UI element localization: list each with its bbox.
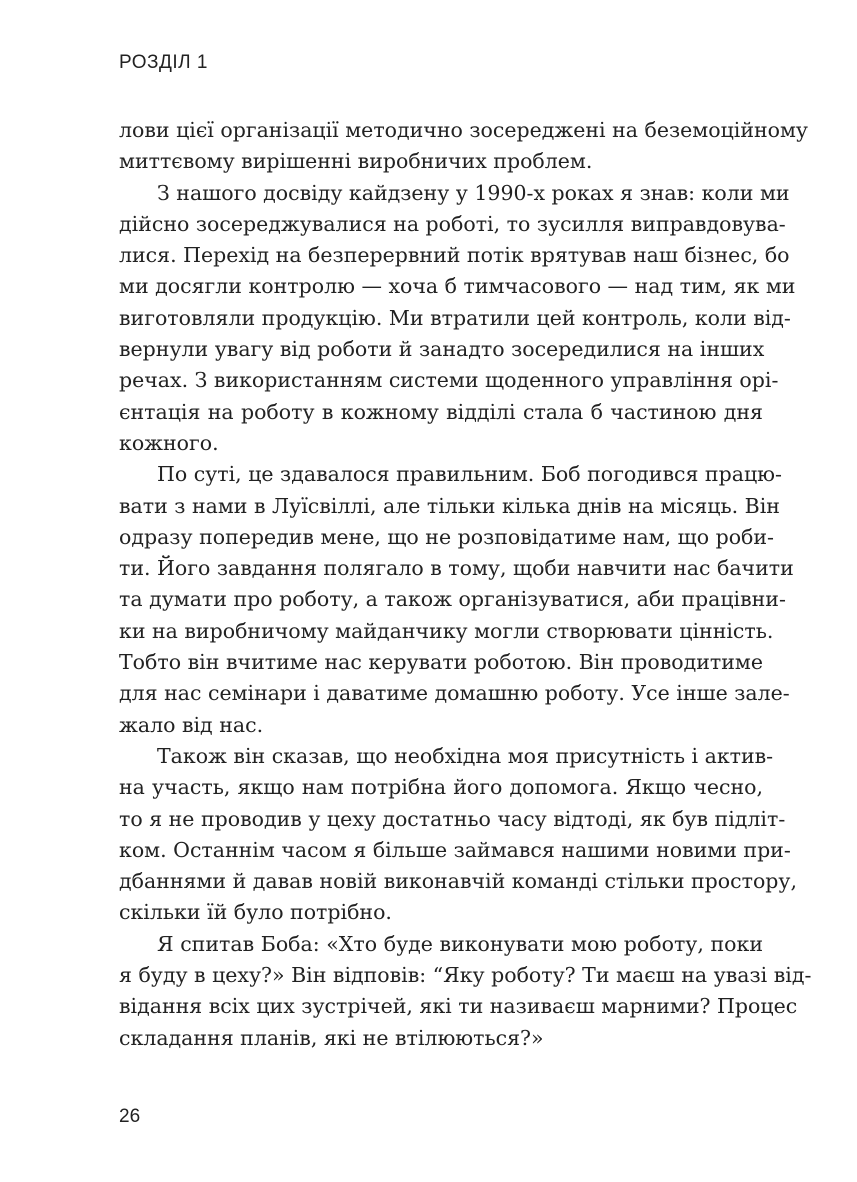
text-line: одразу попередив мене, що не розповідатиме нам, що роби- <box>119 524 774 549</box>
text-line: виготовляли продукцію. Ми втратили цей контроль, коли від- <box>119 305 791 330</box>
text-line: відання всіх цих зустрічей, які ти називаєш марними? Процес <box>119 994 798 1019</box>
text-line: Тобто він вчитиме нас керувати роботою. Він проводитиме <box>119 650 763 675</box>
paragraph <box>119 115 808 178</box>
running-head: РОЗДІЛ 1 <box>119 52 208 73</box>
text-line: миттєвому вирішенні виробничих проблем. <box>119 149 593 174</box>
text-line: та думати про роботу, а також організуватися, аби працівни- <box>119 587 786 612</box>
text-line: кожного. <box>119 430 219 455</box>
text-line: складання планів, які не втілюються?» <box>119 1025 544 1050</box>
text-line: Я спитав Боба: «Хто буде виконувати мою роботу, поки <box>157 931 763 956</box>
text-line: лови цієї організації методично зосереджені на беземоційному <box>119 118 808 142</box>
text-line: ти. Його завдання полягало в тому, щоби навчити нас бачити <box>119 556 794 581</box>
text-line: З нашого досвіду кайдзену у 1990-х роках я знав: коли ми <box>157 180 790 205</box>
text-line: єнтація на роботу в кожному відділі стала б частиною дня <box>119 399 763 424</box>
text-line: ком. Останнім часом я більше займався нашими новими при- <box>119 837 791 862</box>
text-line: то я не проводив у цеху достатньо часу відтоді, як був підліт- <box>119 806 786 831</box>
text-line: ки на виробничому майданчику могли створювати цінність. <box>119 618 774 643</box>
text-line: на участь, якщо нам потрібна його допомога. Якщо чесно, <box>119 775 763 800</box>
text-line: вати з нами в Луїсвіллі, але тільки кілька днів на місяць. Він <box>119 493 780 518</box>
text-line: скільки їй було потрібно. <box>119 900 392 925</box>
text-line: лися. Перехід на безперервний потік врятував наш бізнес, бо <box>119 243 790 268</box>
page-number: 26 <box>119 1106 141 1127</box>
paragraph <box>119 929 812 1054</box>
text-line: для нас семінари і даватиме домашню роботу. Усе інше зале- <box>119 681 790 706</box>
page-body <box>119 115 812 1054</box>
text-line: вернули увагу від роботи й занадто зосередилися на інших <box>119 337 765 362</box>
text-line: ми досягли контролю — хоча б тимчасового — над тим, як ми <box>119 274 796 299</box>
text-line: По суті, це здавалося правильним. Боб погодився працю- <box>157 462 782 487</box>
paragraph <box>119 178 796 460</box>
text-line: Також він сказав, що необхідна моя присутність і актив- <box>157 743 774 768</box>
text-line: дбаннями й давав новій виконавчій команді стільки простору, <box>119 869 798 894</box>
text-line: я буду в цеху?» Він відповів: “Яку роботу? Ти маєш на увазі від- <box>119 963 812 988</box>
text-line: жало від нас. <box>119 712 264 737</box>
text-line: речах. З використанням системи щоденного управління орі- <box>119 368 779 393</box>
paragraph <box>119 741 798 929</box>
text-line: дійсно зосереджувалися на роботі, то зусилля виправдовува- <box>119 211 786 236</box>
paragraph <box>119 459 794 741</box>
